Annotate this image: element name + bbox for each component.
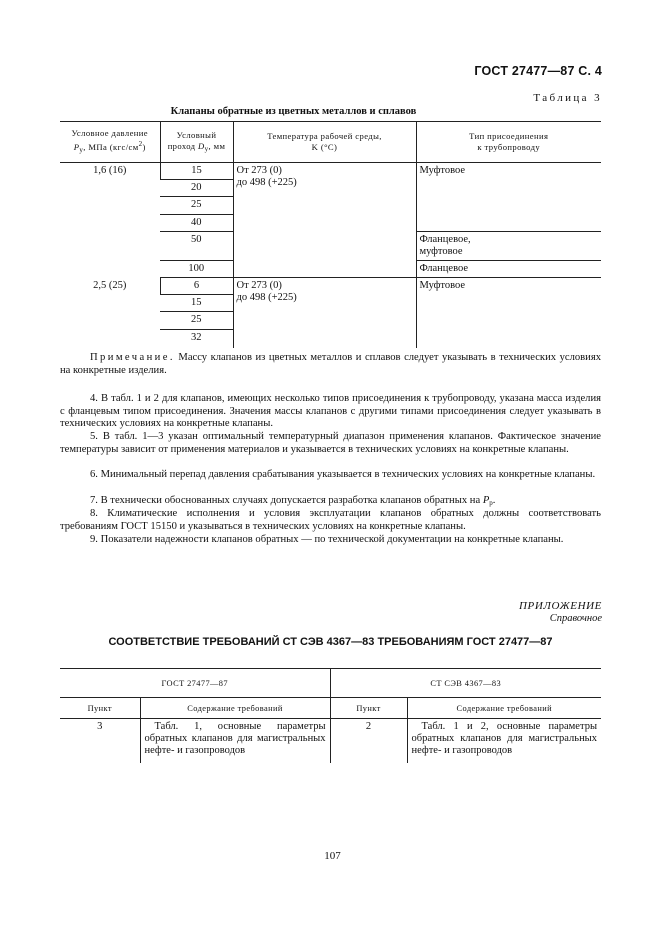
table-header-row [60,698,601,719]
paragraph-6: 6. Минимальный перепад давления срабатывания указывается в технических условиях на конкретные клапаны. [90,469,596,480]
paragraph-8: 8. Климатические исполнения и условия эксплуатации клапанов обратных должны соответствовать требованиям ГОСТ 15150 и указываться в технических условиях на конкретные клапаны. [60,508,601,532]
diameter-cell: 6 [160,278,233,295]
diameter-cell: 15 [160,295,233,312]
header-item: Пункт [330,698,407,719]
header-diameter: Условный проход $D_y$, мм [160,122,233,163]
table-header-row [60,122,601,163]
paragraph-5: 5. В табл. 1—3 указан оптимальный температурный диапазон применения клапанов. Фактическое значение температуры зависит от применения материалов и указывается в технических условиях на конкретные клапаны. [60,431,601,455]
diameter-cell: 32 [191,332,202,343]
paragraph-4: 4. В табл. 1 и 2 для клапанов, имеющих несколько типов присоединения к трубопроводу, указана масса изделия с фланцевым типом присоединения. Значения массы клапанов с другими типами присоединения следует указывать в технических условиях на конкретные клапаны. [60,393,601,429]
header-pressure: Условное давление $P_y$, МПа $(кгс/см^2)$ [60,122,160,163]
gost-item-cell: 3 [60,719,140,763]
table-row [60,278,601,295]
table-title: Клапаны обратные из цветных металлов и сплавов [170,106,417,117]
valves-table [60,121,601,348]
header-content: Содержание требований [140,698,330,719]
header-connection: Тип присоединения к трубопроводу [416,122,601,163]
paragraph-9: 9. Показатели надежности клапанов обратных — по технической документации на конкретные клапаны. [90,534,564,545]
table-row [60,163,601,180]
compliance-heading: СООТВЕТСТВИЕ ТРЕБОВАНИЙ СТ СЭВ 4367—83 ТРЕБОВАНИЯМ ГОСТ 27477—87 [108,636,553,648]
temperature-cell: От 273 (0) до 498 (+225) [233,278,416,348]
sev-content-cell: Табл. 1 и 2, основные параметры обратных клапанов для магистральных нефте- и газопроводов [407,719,601,763]
appendix-title: ПРИЛОЖЕНИЕ [519,600,602,612]
connection-cell: Муфтовое [416,163,601,232]
appendix-subtitle: Справочное [549,613,602,624]
page-number: 107 [324,850,341,862]
header-content: Содержание требований [407,698,601,719]
table-note: Примечание. Массу клапанов из цветных металлов и сплавов следует указывать в технических условиях на конкретные изделия. [60,352,601,376]
paragraph-7: 7. В технически обоснованных случаях допускается разработка клапанов обратных на $P_p$. [90,495,496,507]
diameter-cell: 25 [160,312,233,330]
header-temperature: Температура рабочей среды, K (°C) [233,122,416,163]
connection-cell: Фланцевое, муфтовое [416,232,601,261]
header-gost: ГОСТ 27477—87 [60,669,330,698]
pressure-cell: 2,5 (25) [93,279,127,291]
sev-item-cell: 2 [330,719,407,763]
table-row [60,719,601,763]
temperature-cell: От 273 (0) до 498 (+225) [233,163,416,278]
pressure-cell: 1,6 (16) [93,165,127,176]
diameter-cell: 50 [160,232,233,261]
table-header-row [60,669,601,698]
compliance-table [60,668,601,763]
table-label: Таблица 3 [533,92,602,104]
diameter-cell: 40 [160,215,233,232]
gost-content-cell: Табл. 1, основные параметры обратных клапанов для магистральных нефте- и газопроводов [140,719,330,763]
header-st-sev: СТ СЭВ 4367—83 [330,669,601,698]
connection-cell: Фланцевое [416,261,601,278]
diameter-cell: 25 [160,197,233,215]
page-header: ГОСТ 27477—87 С. 4 [474,64,602,78]
diameter-cell: 15 [160,163,233,180]
diameter-cell: 100 [160,261,233,278]
header-item: Пункт [60,698,140,719]
diameter-cell: 20 [160,180,233,197]
connection-cell: Муфтовое [416,278,601,348]
